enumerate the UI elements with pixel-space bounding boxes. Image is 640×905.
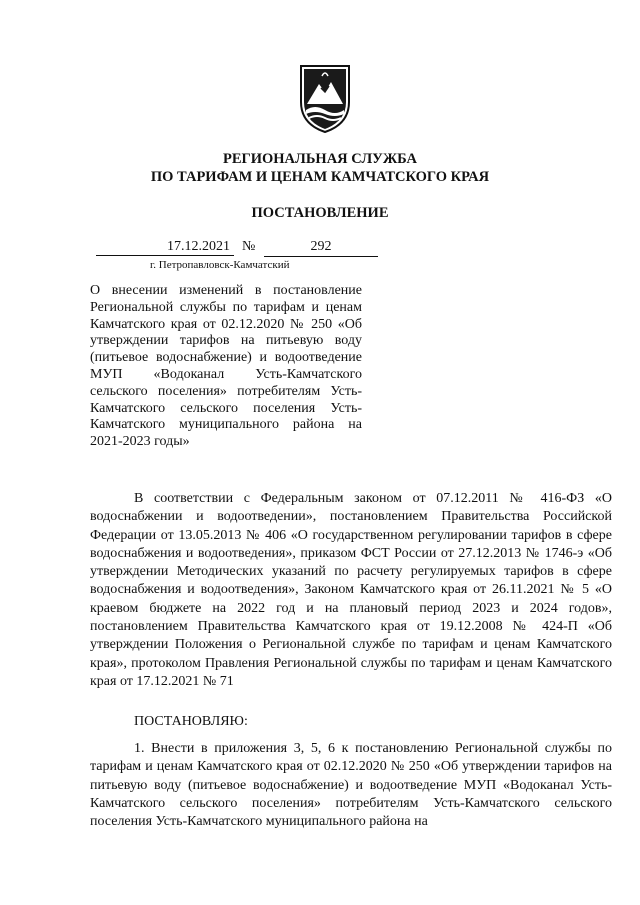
preamble-paragraph: В соответствии с Федеральным законом от 07.12.2011 № 416-ФЗ «О водоснабжении и водоотведении», постановлением Правительства Российской Федерации от 13.05.2013 № 406 «О государственном регулировании тарифов в сфере водоснабжения и водоотведения», приказом ФСТ России от 27.12.2013 № 1746-э «Об утверждении Методических указаний по расчету регулируемых тарифов в сфере водоснабжения и водоотведения», Законом Камчатского края от 26.11.2021 № 5 «О краевом бюджете на 2022 год и на плановый период 2023 и 2024 годов», постановлением Правительства Камчатского края от 19.12.2008 № 424-П «Об утверждении Положения о Региональной службе по тарифам и ценам Камчатского края», протоколом Правления Региональной службы по тарифам и ценам Камчатского края от 17.12.2021 № 71	[90, 491, 612, 689]
organization-name	[0, 150, 640, 186]
document-date: 17.12.2021	[96, 239, 234, 256]
organization-line-1: РЕГИОНАЛЬНАЯ СЛУЖБА	[222, 151, 418, 167]
document-city: г. Петропавловск-Камчатский	[150, 259, 290, 271]
document-subject: О внесении изменений в постановление Региональной службы по тарифам и ценам Камчатского края от 02.12.2020 № 250 «Об утверждении тарифов на питьевую воду (питьевое водоснабжение) и водоотведение МУП «Водоканал Усть-Камчатского сельского поселения» потребителям Усть-Камчатского сельского поселения Усть-Камчатского муниципального района на 2021-2023 годы»	[90, 283, 362, 450]
decree-heading: ПОСТАНОВЛЯЮ:	[134, 714, 248, 729]
number-sign: №	[242, 239, 256, 254]
kamchatka-coat-of-arms-icon	[299, 62, 351, 134]
decree-point-1: 1. Внести в приложения 3, 5, 6 к постановлению Региональной службы по тарифам и ценам Камчатского края от 02.12.2020 № 250 «Об утверждении тарифов на питьевую воду (питьевое водоснабжение) и водоотведение МУП «Водоканал Усть-Камчатского сельского поселения» потребителям Усть-Камчатского сельского поселения Усть-Камчатского муниципального района на	[90, 741, 612, 830]
document-number: 292	[264, 239, 378, 257]
document-type: ПОСТАНОВЛЕНИЕ	[251, 205, 389, 221]
organization-line-2: ПО ТАРИФАМ И ЦЕНАМ КАМЧАТСКОГО КРАЯ	[150, 169, 490, 185]
